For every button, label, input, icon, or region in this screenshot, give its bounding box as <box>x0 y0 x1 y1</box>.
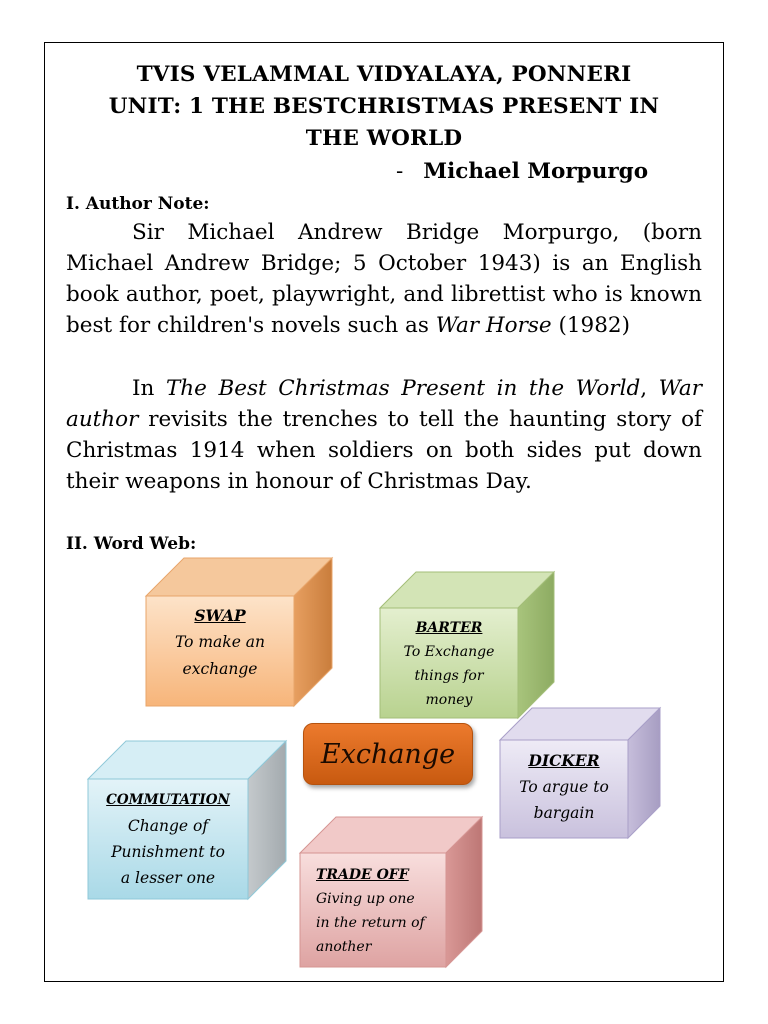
barter-line-2: things for <box>414 668 484 684</box>
swap-line-1: To make an <box>174 633 266 651</box>
author-line <box>396 159 648 184</box>
author-note-paragraph-2 <box>66 373 702 497</box>
word-web-center <box>303 723 473 785</box>
p2-text-1: In <box>132 376 166 401</box>
barter-line-1: To Exchange <box>403 644 495 660</box>
tradeoff-heading: TRADE OFF <box>316 867 409 883</box>
p2-text-2: , <box>640 376 659 401</box>
word-card-dicker <box>500 708 662 840</box>
author-note-paragraph-1 <box>66 217 702 341</box>
p2-italic-2: War author <box>66 376 702 432</box>
p2-text-3: revisits the trenches to tell the haunting story of Christmas 1914 when soldiers on both sides put down their weapons in honour of Christmas Day. <box>66 407 702 494</box>
word-card-tradeoff <box>300 817 484 969</box>
barter-heading: BARTER <box>415 620 483 636</box>
word-card-barter <box>380 572 556 720</box>
dicker-heading: DICKER <box>528 751 600 770</box>
swap-heading: SWAP <box>194 606 246 625</box>
p1-text-2: (1982) <box>551 313 630 338</box>
author-dash: - <box>396 159 404 184</box>
p2-italic-1: The Best Christmas Present in the World <box>165 376 641 401</box>
tradeoff-line-2: in the return of <box>316 915 425 931</box>
barter-line-3: money <box>425 692 473 708</box>
unit-title-line1: UNIT: 1 THE BESTCHRISTMAS PRESENT IN <box>108 94 660 119</box>
tradeoff-line-1: Giving up one <box>316 891 415 907</box>
unit-title-line2: THE WORLD <box>305 126 463 151</box>
tradeoff-line-3: another <box>316 939 372 955</box>
dicker-line-2: bargain <box>533 804 595 822</box>
swap-line-2: exchange <box>182 660 258 678</box>
commutation-line-3: a lesser one <box>120 869 216 887</box>
dicker-line-1: To argue to <box>519 778 609 796</box>
author-name: Michael Morpurgo <box>423 159 649 184</box>
school-name: TVIS VELAMMAL VIDYALAYA, PONNERI <box>136 62 632 87</box>
commutation-line-1: Change of <box>127 817 209 835</box>
author-note-heading: I. Author Note: <box>66 194 210 214</box>
word-card-commutation <box>88 741 288 901</box>
word-web-heading: II. Word Web: <box>66 534 197 554</box>
commutation-heading: COMMUTATION <box>106 792 230 808</box>
word-card-swap <box>146 558 334 708</box>
commutation-line-2: Punishment to <box>111 843 225 861</box>
p1-text-1: Sir Michael Andrew Bridge Morpurgo, (born Michael Andrew Bridge; 5 October 1943) is an English book author, poet, playwright, and librettist who is known best for children's novels such as <box>66 220 702 338</box>
center-word: Exchange <box>320 738 456 770</box>
p1-italic: War Horse <box>435 313 552 338</box>
